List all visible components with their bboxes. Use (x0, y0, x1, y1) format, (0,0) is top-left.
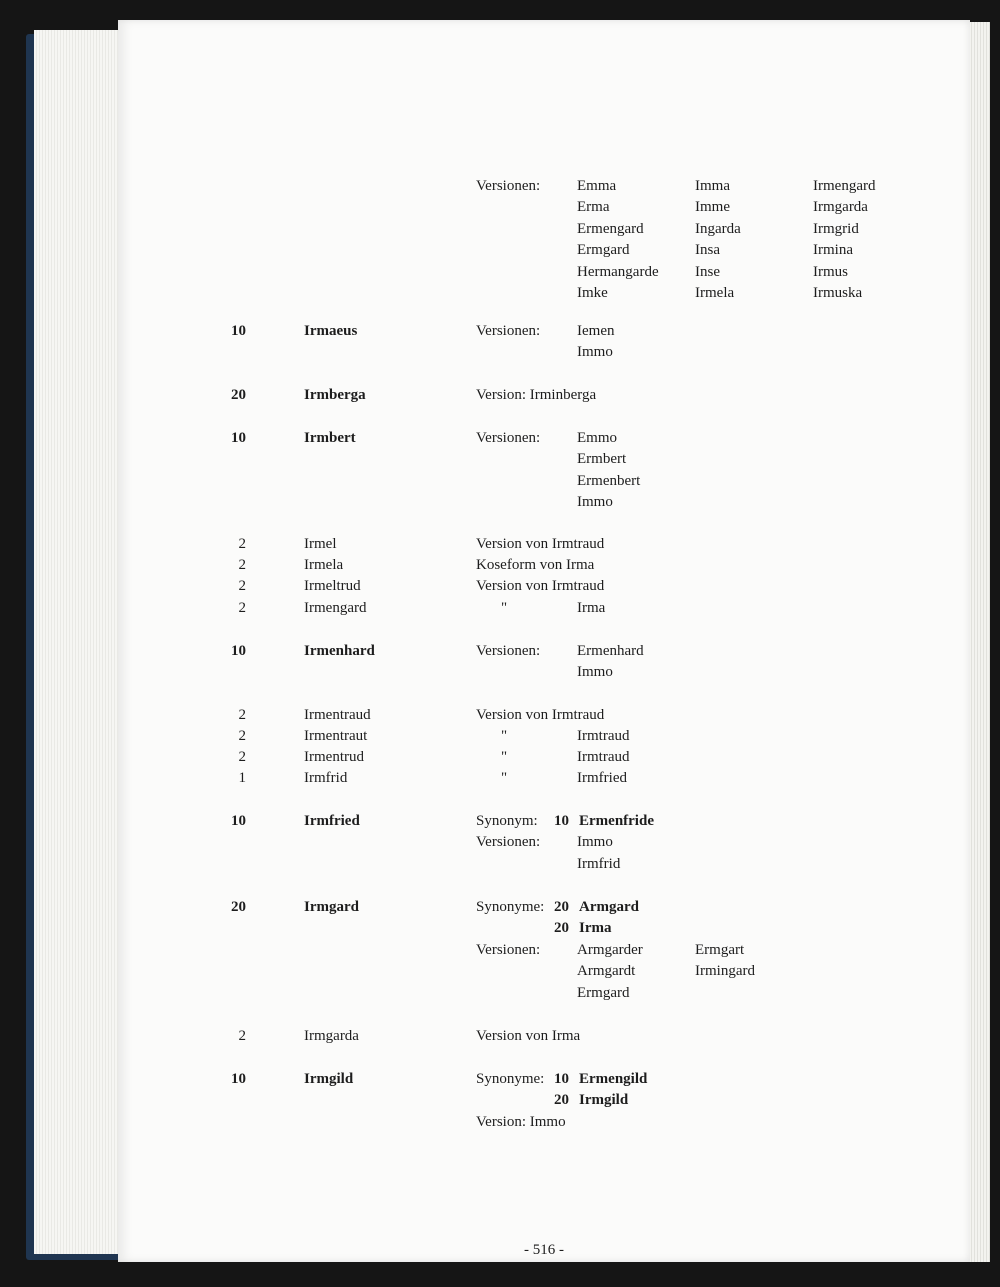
version-text: Version: Immo (476, 1113, 566, 1130)
entry-grade: 2 (238, 578, 246, 594)
version-value: Armgarder (577, 941, 643, 958)
entry-name: Irmgard (304, 899, 359, 915)
version-text: Version von Irma (476, 1028, 581, 1044)
version-value: Irma (577, 600, 606, 616)
version-value: Armgardt (577, 963, 636, 980)
entry-grade: 2 (238, 1028, 246, 1044)
page-edges-left (34, 30, 122, 1254)
page-number: - 516 - (524, 1242, 564, 1258)
synonym-name: Irmgild (579, 1092, 629, 1109)
entry-grade: 10 (231, 643, 246, 659)
entry-grade: 1 (238, 770, 246, 786)
entry-grade: 10 (231, 323, 246, 339)
synonym-grade: 20 (554, 1092, 569, 1109)
version-value: Ermenbert (577, 472, 641, 489)
synonym-name: Ermenfride (579, 813, 654, 829)
versions-label: Versionen: (476, 941, 541, 958)
synonym-name: Armgard (579, 899, 639, 915)
version-value: Irmfried (577, 770, 627, 786)
synonym-grade: 20 (554, 920, 569, 937)
entry-name: Irmbert (304, 430, 356, 446)
version-value: Emmo (577, 430, 617, 446)
ditto-mark: " (501, 728, 508, 744)
version-value: Imme (695, 199, 730, 216)
entry-name: Irmaeus (304, 323, 358, 339)
version-value: Immo (577, 664, 613, 681)
synonym-name: Irma (579, 920, 612, 937)
version-value: Imke (577, 285, 608, 301)
ditto-mark: " (501, 749, 508, 765)
entry-grade: 20 (231, 899, 246, 915)
version-value: Irmtraud (577, 728, 630, 744)
version-text: Version von Irmtraud (476, 578, 605, 594)
version-value: Inse (695, 263, 720, 280)
versions-label: Versionen: (476, 178, 541, 194)
entry-grade: 10 (231, 430, 246, 446)
version-value: Irmus (813, 263, 848, 280)
entry-grade: 2 (238, 707, 246, 723)
version-value: Ermbert (577, 451, 627, 468)
version-value: Irmgrid (813, 220, 859, 237)
entry-name: Irmfried (304, 813, 360, 829)
version-value: Irmingard (695, 963, 755, 980)
entry-name: Irmentraud (304, 707, 371, 723)
entry-name: Irmentrud (304, 749, 364, 765)
entry-name: Irmberga (304, 387, 366, 403)
version-value: Irmgarda (813, 199, 868, 216)
entry-grade: 2 (238, 600, 246, 616)
synonym-grade: 10 (554, 813, 569, 829)
ditto-mark: " (501, 770, 508, 786)
synonym-label: Synonyme: (476, 1071, 545, 1087)
version-value: Irmtraud (577, 749, 630, 765)
entry-name: Irmeltrud (304, 578, 361, 594)
versions-label: Versionen: (476, 323, 541, 339)
entry-grade: 2 (238, 557, 246, 573)
version-text: Version: Irminberga (476, 387, 597, 403)
entry-name: Irmel (304, 536, 337, 552)
ditto-mark: " (501, 600, 508, 616)
version-value: Erma (577, 199, 610, 216)
version-text: Version von Irmtraud (476, 707, 605, 723)
entry-name: Irmengard (304, 600, 367, 616)
version-value: Irmuska (813, 285, 863, 301)
version-value: Ermgard (577, 984, 630, 1001)
version-value: Immo (577, 344, 613, 361)
version-value: Ermgart (695, 941, 745, 958)
version-value: Insa (695, 242, 720, 259)
synonym-label: Synonym: (476, 813, 538, 829)
entry-grade: 20 (231, 387, 246, 403)
version-value: Ermenhard (577, 643, 644, 659)
entry-name: Irmgarda (304, 1028, 359, 1044)
entry-name: Irmela (304, 557, 344, 573)
entry-name: Irmentraut (304, 728, 368, 744)
version-value: Immo (577, 834, 613, 851)
versions-label: Versionen: (476, 643, 541, 659)
version-value: Irmfrid (577, 855, 621, 872)
version-value: Ingarda (695, 220, 741, 237)
version-value: Immo (577, 494, 613, 511)
synonym-name: Ermengild (579, 1071, 648, 1087)
synonym-label: Synonyme: (476, 899, 545, 915)
version-value: Hermangarde (577, 263, 659, 280)
entry-name: Irmgild (304, 1071, 354, 1087)
version-value: Irmela (695, 285, 735, 301)
versions-label: Versionen: (476, 834, 541, 851)
version-text: Koseform von Irma (476, 557, 595, 573)
version-value: Ermengard (577, 220, 644, 237)
version-value: Ermgard (577, 242, 630, 259)
synonym-grade: 10 (554, 1071, 569, 1087)
version-value: Irmengard (813, 178, 876, 194)
version-value: Emma (577, 178, 617, 194)
versions-label: Versionen: (476, 430, 541, 446)
entry-grade: 2 (238, 536, 246, 552)
entry-grade: 2 (238, 749, 246, 765)
entry-grade: 2 (238, 728, 246, 744)
entry-name: Irmfrid (304, 770, 348, 786)
book-page (118, 20, 970, 1262)
version-text: Version von Irmtraud (476, 536, 605, 552)
synonym-grade: 20 (554, 899, 569, 915)
entry-name: Irmenhard (304, 643, 375, 659)
version-value: Iemen (577, 323, 615, 339)
version-value: Irmina (813, 242, 853, 259)
entry-grade: 10 (231, 813, 246, 829)
entry-grade: 10 (231, 1071, 246, 1087)
version-value: Imma (695, 178, 730, 194)
